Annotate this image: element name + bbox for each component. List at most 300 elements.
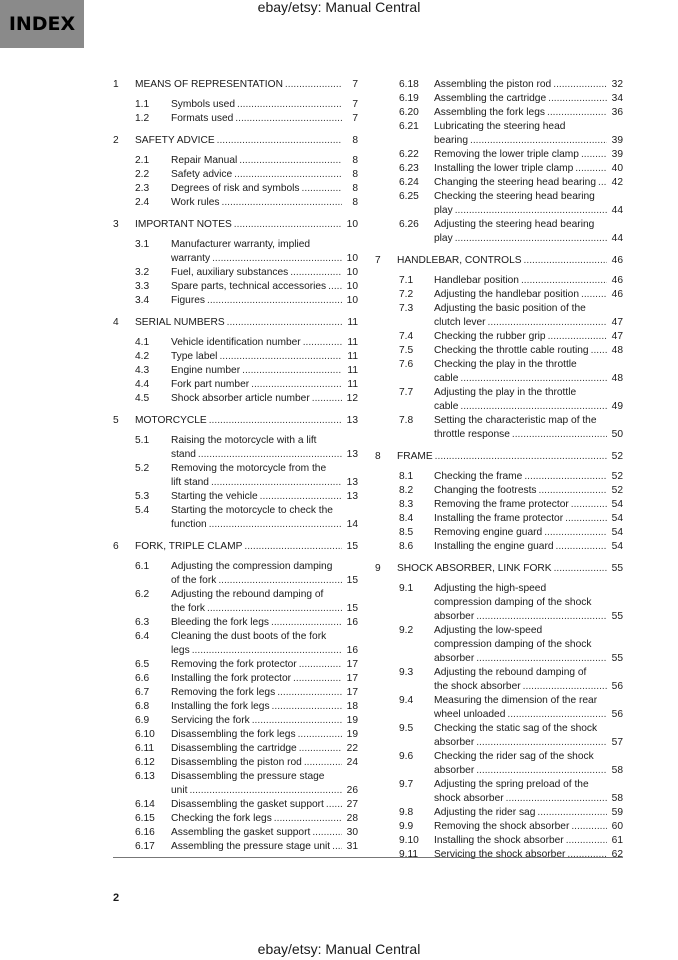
toc-page-number: 34: [611, 93, 623, 104]
toc-page-number: 13: [346, 449, 358, 460]
toc-entry-title: Checking the rider sag of the shock: [434, 751, 594, 762]
toc-entry-number: 8.4: [399, 513, 414, 524]
toc-entry-number: 8.6: [399, 541, 414, 552]
dot-leader: [237, 98, 342, 112]
toc-entry-title: Vehicle identification number: [171, 337, 301, 348]
toc-entry-title: Adjusting the low-speed: [434, 625, 543, 636]
toc-entry-title: Checking the static sag of the shock: [434, 723, 598, 734]
toc-subsection-entry[interactable]: [113, 350, 358, 364]
toc-page-number: 12: [346, 393, 358, 404]
dot-leader: [537, 806, 607, 820]
toc-subsection-entry[interactable]: [113, 686, 358, 700]
toc-entry-title: Starting the vehicle: [171, 491, 258, 502]
toc-entry-number: 7.5: [399, 345, 414, 356]
toc-subsection-entry[interactable]: [113, 378, 358, 392]
toc-subsection-entry[interactable]: [113, 672, 358, 686]
toc-entry-number: 6.1: [135, 561, 150, 572]
dot-leader: [312, 826, 342, 840]
toc-page-number: 10: [346, 219, 358, 230]
dot-leader: [591, 344, 607, 358]
toc-subsection-entry[interactable]: [113, 700, 358, 714]
toc-subsection-entry[interactable]: [113, 756, 358, 770]
toc-entry-number: 2.2: [135, 169, 150, 180]
toc-section-entry[interactable]: [113, 134, 358, 148]
toc-entry-title: Safety advice: [171, 169, 233, 180]
toc-entry-title: Removing the frame protector: [434, 499, 569, 510]
toc-subsection-entry[interactable]: [113, 504, 358, 532]
toc-subsection-entry[interactable]: [113, 798, 358, 812]
toc-subsection-entry[interactable]: [113, 490, 358, 504]
toc-entry-title: cable: [434, 373, 459, 384]
toc-entry-number: 1.2: [135, 113, 150, 124]
toc-entry-title: bearing: [434, 135, 468, 146]
toc-subsection-entry[interactable]: [375, 274, 623, 288]
toc-entry-number: 6.6: [135, 673, 150, 684]
toc-page-number: 19: [346, 715, 358, 726]
toc-entry-number: 2.1: [135, 155, 150, 166]
toc-page-number: 49: [611, 401, 623, 412]
toc-entry-number: 6.3: [135, 617, 150, 628]
toc-entry-title: Removing the shock absorber: [434, 821, 570, 832]
toc-subsection-entry[interactable]: [375, 218, 623, 246]
toc-entry-title: Disassembling the pressure stage: [171, 771, 325, 782]
dot-leader: [260, 490, 342, 504]
toc-page-number: 10: [346, 267, 358, 278]
toc-subsection-entry[interactable]: [113, 182, 358, 196]
toc-entry-title: IMPORTANT NOTES: [135, 219, 232, 230]
toc-subsection-entry[interactable]: [375, 526, 623, 540]
toc-page-number: 57: [611, 737, 623, 748]
dot-leader: [212, 252, 342, 266]
toc-section-entry[interactable]: [113, 218, 358, 232]
dot-leader: [523, 680, 607, 694]
toc-page-number: 11: [347, 351, 358, 362]
toc-subsection-entry[interactable]: [113, 560, 358, 588]
dot-leader: [524, 254, 607, 268]
toc-page-number: 62: [611, 849, 623, 860]
dot-leader: [460, 400, 607, 414]
toc-subsection-entry[interactable]: [375, 176, 623, 190]
toc-entry-title: Removing the motorcycle from the: [171, 463, 327, 474]
toc-entry-number: 6.16: [135, 827, 155, 838]
toc-entry-title: FORK, TRIPLE CLAMP: [135, 541, 243, 552]
toc-page-number: 26: [346, 785, 358, 796]
toc-page-number: 55: [611, 653, 623, 664]
toc-entry-number: 6.2: [135, 589, 150, 600]
toc-entry-title: Repair Manual: [171, 155, 238, 166]
toc-subsection-entry[interactable]: [375, 470, 623, 484]
toc-subsection-entry[interactable]: [113, 392, 358, 406]
toc-entry-title: Disassembling the cartridge: [171, 743, 297, 754]
toc-page-number: 54: [611, 513, 623, 524]
toc-subsection-entry[interactable]: [375, 106, 623, 120]
toc-subsection-entry[interactable]: [113, 364, 358, 378]
dot-leader: [209, 518, 342, 532]
toc-page-number: 47: [611, 317, 623, 328]
toc-page-number: 58: [611, 765, 623, 776]
toc-subsection-entry[interactable]: [375, 148, 623, 162]
dot-leader: [512, 428, 607, 442]
dot-leader: [455, 232, 607, 246]
toc-entry-number: 9.7: [399, 779, 414, 790]
toc-page-number: 50: [611, 429, 623, 440]
dot-leader: [326, 798, 342, 812]
toc-entry-title: Measuring the dimension of the rear: [434, 695, 598, 706]
toc-entry-number: 7: [375, 255, 381, 266]
dot-leader: [293, 672, 342, 686]
dot-leader: [575, 162, 607, 176]
toc-subsection-entry[interactable]: [113, 280, 358, 294]
toc-page-number: 15: [346, 575, 358, 586]
dot-leader: [209, 414, 342, 428]
toc-subsection-entry[interactable]: [113, 714, 358, 728]
toc-subsection-entry[interactable]: [375, 820, 623, 834]
toc-subsection-entry[interactable]: [113, 742, 358, 756]
toc-entry-title: Starting the motorcycle to check the: [171, 505, 333, 516]
toc-subsection-entry[interactable]: [375, 484, 623, 498]
toc-subsection-entry[interactable]: [375, 120, 623, 148]
toc-subsection-entry[interactable]: [113, 266, 358, 280]
toc-page-number: 7: [352, 79, 358, 90]
toc-entry-title: Symbols used: [171, 99, 235, 110]
toc-entry-number: 9.10: [399, 835, 419, 846]
toc-entry-title: Work rules: [171, 197, 220, 208]
dot-leader: [219, 350, 342, 364]
toc-entry-number: 9.4: [399, 695, 414, 706]
toc-subsection-entry[interactable]: [375, 778, 623, 806]
toc-subsection-entry[interactable]: [113, 98, 358, 112]
toc-page-number: 11: [347, 365, 358, 376]
toc-subsection-entry[interactable]: [375, 190, 623, 218]
dot-leader: [312, 392, 342, 406]
toc-entry-title: Assembling the piston rod: [434, 79, 552, 90]
toc-subsection-entry[interactable]: [375, 582, 623, 624]
toc-entry-title: MOTORCYCLE: [135, 415, 207, 426]
dot-leader: [234, 218, 342, 232]
toc-subsection-entry[interactable]: [375, 722, 623, 750]
dot-leader: [470, 134, 607, 148]
toc-entry-number: 6.18: [399, 79, 419, 90]
toc-subsection-entry[interactable]: [113, 812, 358, 826]
toc-entry-number: 6.12: [135, 757, 155, 768]
toc-entry-number: 6.23: [399, 163, 419, 174]
toc-page-number: 10: [346, 253, 358, 264]
toc-entry-number: 6.10: [135, 729, 155, 740]
toc-entry-title: Figures: [171, 295, 205, 306]
toc-page-number: 61: [611, 835, 623, 846]
toc-entry-title: Checking the throttle cable routing: [434, 345, 589, 356]
toc-subsection-entry[interactable]: [375, 498, 623, 512]
toc-entry-title: Removing the fork legs: [171, 687, 276, 698]
toc-page-number: 17: [346, 659, 358, 670]
toc-right-column: [375, 78, 623, 862]
toc-subsection-entry[interactable]: [113, 112, 358, 126]
toc-entry-number: 8: [375, 451, 381, 462]
toc-section-entry[interactable]: [375, 450, 623, 464]
toc-page-number: 54: [611, 541, 623, 552]
toc-entry-title: SHOCK ABSORBER, LINK FORK: [397, 563, 552, 574]
toc-entry-title: Disassembling the piston rod: [171, 757, 302, 768]
toc-subsection-entry[interactable]: [375, 302, 623, 330]
toc-entry-number: 9.11: [399, 849, 419, 860]
toc-subsection-entry[interactable]: [375, 666, 623, 694]
dot-leader: [556, 540, 607, 554]
toc-entry-number: 3.2: [135, 267, 150, 278]
toc-entry-title: absorber: [434, 611, 475, 622]
toc-entry-title: Checking the frame: [434, 471, 523, 482]
toc-subsection-entry[interactable]: [113, 336, 358, 350]
toc-entry-title: Fork part number: [171, 379, 250, 390]
toc-subsection-entry[interactable]: [113, 658, 358, 672]
toc-subsection-entry[interactable]: [113, 168, 358, 182]
toc-entry-number: 6.13: [135, 771, 155, 782]
toc-entry-title: Installing the frame protector: [434, 513, 564, 524]
toc-subsection-entry[interactable]: [375, 344, 623, 358]
toc-page-number: 60: [611, 821, 623, 832]
dot-leader: [303, 336, 342, 350]
toc-entry-number: 2.4: [135, 197, 150, 208]
toc-entry-number: 6.20: [399, 107, 419, 118]
toc-subsection-entry[interactable]: [113, 630, 358, 658]
toc-page-number: 8: [352, 197, 358, 208]
toc-entry-title: play: [434, 233, 453, 244]
toc-entry-number: 7.4: [399, 331, 414, 342]
footer-divider: [113, 857, 623, 858]
toc-entry-number: 4.2: [135, 351, 150, 362]
toc-page-number: 54: [611, 527, 623, 538]
toc-entry-title: Changing the steering head bearing: [434, 177, 596, 188]
toc-subsection-entry[interactable]: [113, 616, 358, 630]
toc-entry-number: 6.5: [135, 659, 150, 670]
toc-entry-title: Changing the footrests: [434, 485, 537, 496]
toc-entry-number: 4: [113, 317, 119, 328]
toc-entry-title: Degrees of risk and symbols: [171, 183, 300, 194]
toc-subsection-entry[interactable]: [375, 92, 623, 106]
toc-section-entry[interactable]: [113, 316, 358, 330]
toc-page-number: 58: [611, 793, 623, 804]
toc-page-number: 10: [346, 295, 358, 306]
toc-entry-title: Adjusting the steering head bearing: [434, 219, 595, 230]
toc-subsection-entry[interactable]: [375, 414, 623, 442]
toc-subsection-entry[interactable]: [375, 806, 623, 820]
dot-leader: [332, 840, 342, 854]
toc-entry-title: absorber: [434, 737, 475, 748]
toc-subsection-entry[interactable]: [113, 588, 358, 616]
toc-entry-number: 7.7: [399, 387, 414, 398]
toc-entry-title: stand: [171, 449, 196, 460]
toc-subsection-entry[interactable]: [113, 434, 358, 462]
toc-entry-number: 6.7: [135, 687, 150, 698]
toc-entry-number: 6.9: [135, 715, 150, 726]
dot-leader: [235, 112, 342, 126]
toc-subsection-entry[interactable]: [375, 386, 623, 414]
toc-subsection-entry[interactable]: [113, 826, 358, 840]
toc-page-number: 31: [346, 841, 358, 852]
toc-subsection-entry[interactable]: [113, 294, 358, 308]
toc-entry-title: compression damping of the shock: [434, 639, 592, 650]
toc-section-entry[interactable]: [113, 414, 358, 428]
dot-leader: [207, 602, 342, 616]
toc-section-entry[interactable]: [113, 78, 358, 92]
toc-subsection-entry[interactable]: [113, 196, 358, 210]
toc-entry-number: 9.1: [399, 583, 414, 594]
toc-entry-title: Disassembling the fork legs: [171, 729, 296, 740]
toc-entry-number: 9.2: [399, 625, 414, 636]
dot-leader: [476, 610, 607, 624]
dot-leader: [476, 652, 607, 666]
dot-leader: [299, 742, 342, 756]
toc-entry-title: Setting the characteristic map of the: [434, 415, 597, 426]
toc-subsection-entry[interactable]: [375, 624, 623, 666]
toc-entry-number: 3.3: [135, 281, 150, 292]
dot-leader: [524, 470, 607, 484]
toc-entry-title: legs: [171, 645, 190, 656]
toc-entry-number: 9.9: [399, 821, 414, 832]
toc-subsection-entry[interactable]: [375, 512, 623, 526]
toc-subsection-entry[interactable]: [375, 848, 623, 862]
page-number: 2: [113, 892, 120, 904]
toc-entry-number: 6.19: [399, 93, 419, 104]
dot-leader: [571, 820, 607, 834]
toc-entry-title: Raising the motorcycle with a lift: [171, 435, 317, 446]
toc-entry-title: shock absorber: [434, 793, 504, 804]
toc-entry-title: Assembling the cartridge: [434, 93, 547, 104]
toc-entry-title: Spare parts, technical accessories: [171, 281, 327, 292]
toc-entry-title: cable: [434, 401, 459, 412]
toc-page-number: 8: [352, 155, 358, 166]
toc-page-number: 42: [611, 177, 623, 188]
toc-entry-title: Adjusting the basic position of the: [434, 303, 586, 314]
toc-subsection-entry[interactable]: [375, 694, 623, 722]
toc-subsection-entry[interactable]: [113, 238, 358, 266]
dot-leader: [598, 176, 607, 190]
toc-entry-title: Adjusting the handlebar position: [434, 289, 579, 300]
toc-entry-number: 5.4: [135, 505, 150, 516]
toc-page-number: 39: [611, 149, 623, 160]
dot-leader: [272, 700, 342, 714]
dot-leader: [211, 476, 342, 490]
dot-leader: [277, 686, 342, 700]
toc-entry-title: Shock absorber article number: [171, 393, 310, 404]
toc-entry-title: unit: [171, 785, 188, 796]
toc-entry-number: 8.2: [399, 485, 414, 496]
toc-entry-title: MEANS OF REPRESENTATION: [135, 79, 283, 90]
dot-leader: [488, 316, 607, 330]
toc-entry-number: 6.11: [135, 743, 155, 754]
dot-leader: [544, 526, 607, 540]
toc-entry-number: 4.4: [135, 379, 150, 390]
toc-entry-number: 7.8: [399, 415, 414, 426]
toc-page-number: 15: [346, 603, 358, 614]
toc-page-number: 14: [346, 519, 358, 530]
toc-subsection-entry[interactable]: [113, 728, 358, 742]
dot-leader: [252, 714, 342, 728]
toc-subsection-entry[interactable]: [113, 770, 358, 798]
toc-page-number: 30: [346, 827, 358, 838]
toc-subsection-entry[interactable]: [375, 288, 623, 302]
toc-subsection-entry[interactable]: [113, 840, 358, 854]
toc-page-number: 46: [611, 255, 623, 266]
dot-leader: [198, 448, 342, 462]
dot-leader: [304, 756, 342, 770]
footer-watermark: ebay/etsy: Manual Central: [257, 941, 421, 957]
toc-entry-number: 2.3: [135, 183, 150, 194]
toc-page-number: 44: [611, 205, 623, 216]
dot-leader: [460, 372, 607, 386]
toc-entry-title: Servicing the fork: [171, 715, 250, 726]
dot-leader: [566, 834, 607, 848]
toc-entry-title: Removing the lower triple clamp: [434, 149, 579, 160]
toc-entry-number: 7.6: [399, 359, 414, 370]
header-watermark: ebay/etsy: Manual Central: [257, 0, 421, 15]
dot-leader: [507, 708, 607, 722]
toc-section-entry[interactable]: [375, 562, 623, 576]
toc-entry-number: 6.4: [135, 631, 150, 642]
toc-entry-title: HANDLEBAR, CONTROLS: [397, 255, 522, 266]
dot-leader: [218, 574, 342, 588]
toc-section-entry[interactable]: [375, 254, 623, 268]
toc-entry-title: warranty: [171, 253, 211, 264]
toc-entry-title: Adjusting the rebound damping of: [171, 589, 324, 600]
toc-subsection-entry[interactable]: [113, 462, 358, 490]
toc-subsection-entry[interactable]: [375, 78, 623, 92]
dot-leader: [521, 274, 607, 288]
toc-subsection-entry[interactable]: [375, 358, 623, 386]
toc-entry-number: 5.1: [135, 435, 150, 446]
toc-entry-title: Installing the fork protector: [171, 673, 292, 684]
dot-leader: [435, 450, 607, 464]
toc-subsection-entry[interactable]: [113, 154, 358, 168]
toc-entry-title: Bleeding the fork legs: [171, 617, 269, 628]
toc-subsection-entry[interactable]: [375, 540, 623, 554]
toc-page-number: 11: [347, 379, 358, 390]
toc-subsection-entry[interactable]: [375, 330, 623, 344]
toc-entry-number: 6.21: [399, 121, 419, 132]
dot-leader: [227, 316, 342, 330]
toc-entry-number: 6.15: [135, 813, 155, 824]
toc-page-number: 13: [346, 491, 358, 502]
toc-entry-number: 8.3: [399, 499, 414, 510]
dot-leader: [554, 562, 607, 576]
dot-leader: [299, 658, 342, 672]
dot-leader: [581, 148, 607, 162]
toc-subsection-entry[interactable]: [375, 750, 623, 778]
toc-entry-title: Formats used: [171, 113, 234, 124]
toc-page-number: 46: [611, 289, 623, 300]
toc-entry-number: 4.3: [135, 365, 150, 376]
toc-page-number: 46: [611, 275, 623, 286]
toc-subsection-entry[interactable]: [375, 834, 623, 848]
toc-entry-number: 6.22: [399, 149, 419, 160]
toc-entry-number: 1: [113, 79, 119, 90]
toc-entry-title: SERIAL NUMBERS: [135, 317, 225, 328]
dot-leader: [271, 616, 342, 630]
toc-left-column: [113, 78, 358, 854]
toc-entry-title: Adjusting the rider sag: [434, 807, 536, 818]
toc-page-number: 8: [352, 183, 358, 194]
dot-leader: [274, 812, 342, 826]
toc-entry-title: Checking the fork legs: [171, 813, 272, 824]
dot-leader: [548, 92, 607, 106]
toc-entry-title: Assembling the gasket support: [171, 827, 311, 838]
toc-entry-title: Lubricating the steering head: [434, 121, 566, 132]
toc-page-number: 16: [346, 617, 358, 628]
toc-entry-number: 6.8: [135, 701, 150, 712]
toc-subsection-entry[interactable]: [375, 162, 623, 176]
toc-page-number: 17: [346, 673, 358, 684]
toc-section-entry[interactable]: [113, 540, 358, 554]
toc-page-number: 7: [352, 99, 358, 110]
